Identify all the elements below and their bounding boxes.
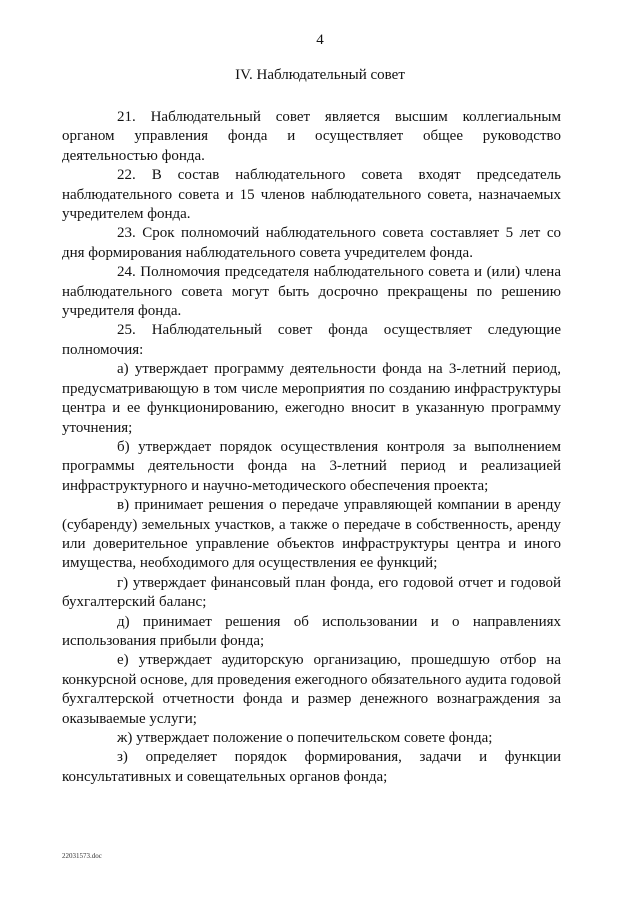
list-item-d: д) принимает решения об использовании и о направлениях использования прибыли фонда; [62,613,561,649]
paragraph-25: 25. Наблюдательный совет фонда осуществляет следующие полномочия: [62,322,561,358]
paragraph-21: 21. Наблюдательный совет является высшим коллегиальным органом управления фонда и осуществляет общее руководство деятельностью фонда. [62,109,561,164]
list-item-z: з) определяет порядок формирования, задачи и функции консультативных и совещательных органов фонда; [62,749,561,785]
list-item-b: б) утверждает порядок осуществления контроля за выполнением программы деятельности фонда на 3-летний период и реализацией инфраструктурного и научно-методического обеспечения проекта; [62,438,561,494]
paragraph-23: 23. Срок полномочий наблюдательного совета составляет 5 лет со дня формирования наблюдательного совета учредителем фонда. [62,225,561,261]
list-item-a: а) утверждает программу деятельности фонда на 3-летний период, предусматривающую в том числе мероприятия по созданию инфраструктуры центра и ее функционированию, ежегодно вносит в указанную программу уточнения; [62,361,561,436]
list-item-zh: ж) утверждает положение о попечительском совете фонда; [117,730,493,746]
section-heading: IV. Наблюдательный совет [235,67,405,83]
list-item-v: в) принимает решения о передаче управляющей компании в аренду (субаренду) земельных участков, а также о передаче в собственность, аренду или доверительное управление объектов инфраструктуры центра и иного имущества, необходимого для осуществления ее функций; [62,497,561,572]
page-number: 4 [316,32,324,48]
list-item-g: г) утверждает финансовый план фонда, его годовой отчет и годовой бухгалтерский баланс; [62,574,561,611]
paragraph-24: 24. Полномочия председателя наблюдательного совета и (или) члена наблюдательного совета могут быть досрочно прекращены по решению учредителя фонда. [62,264,561,320]
body-text [62,108,561,787]
footer-filename: 22031573.doc [62,852,102,860]
list-item-e: е) утверждает аудиторскую организацию, прошедшую отбор на конкурсной основе, для проведения ежегодного обязательного аудита годовой бухгалтерской отчетности фонда и размер денежного вознаграждения за оказываемые услуги; [62,652,561,727]
paragraph-22: 22. В состав наблюдательного совета входят председатель наблюдательного совета и 15 членов наблюдательного совета, назначаемых учредителем фонда. [62,167,561,223]
